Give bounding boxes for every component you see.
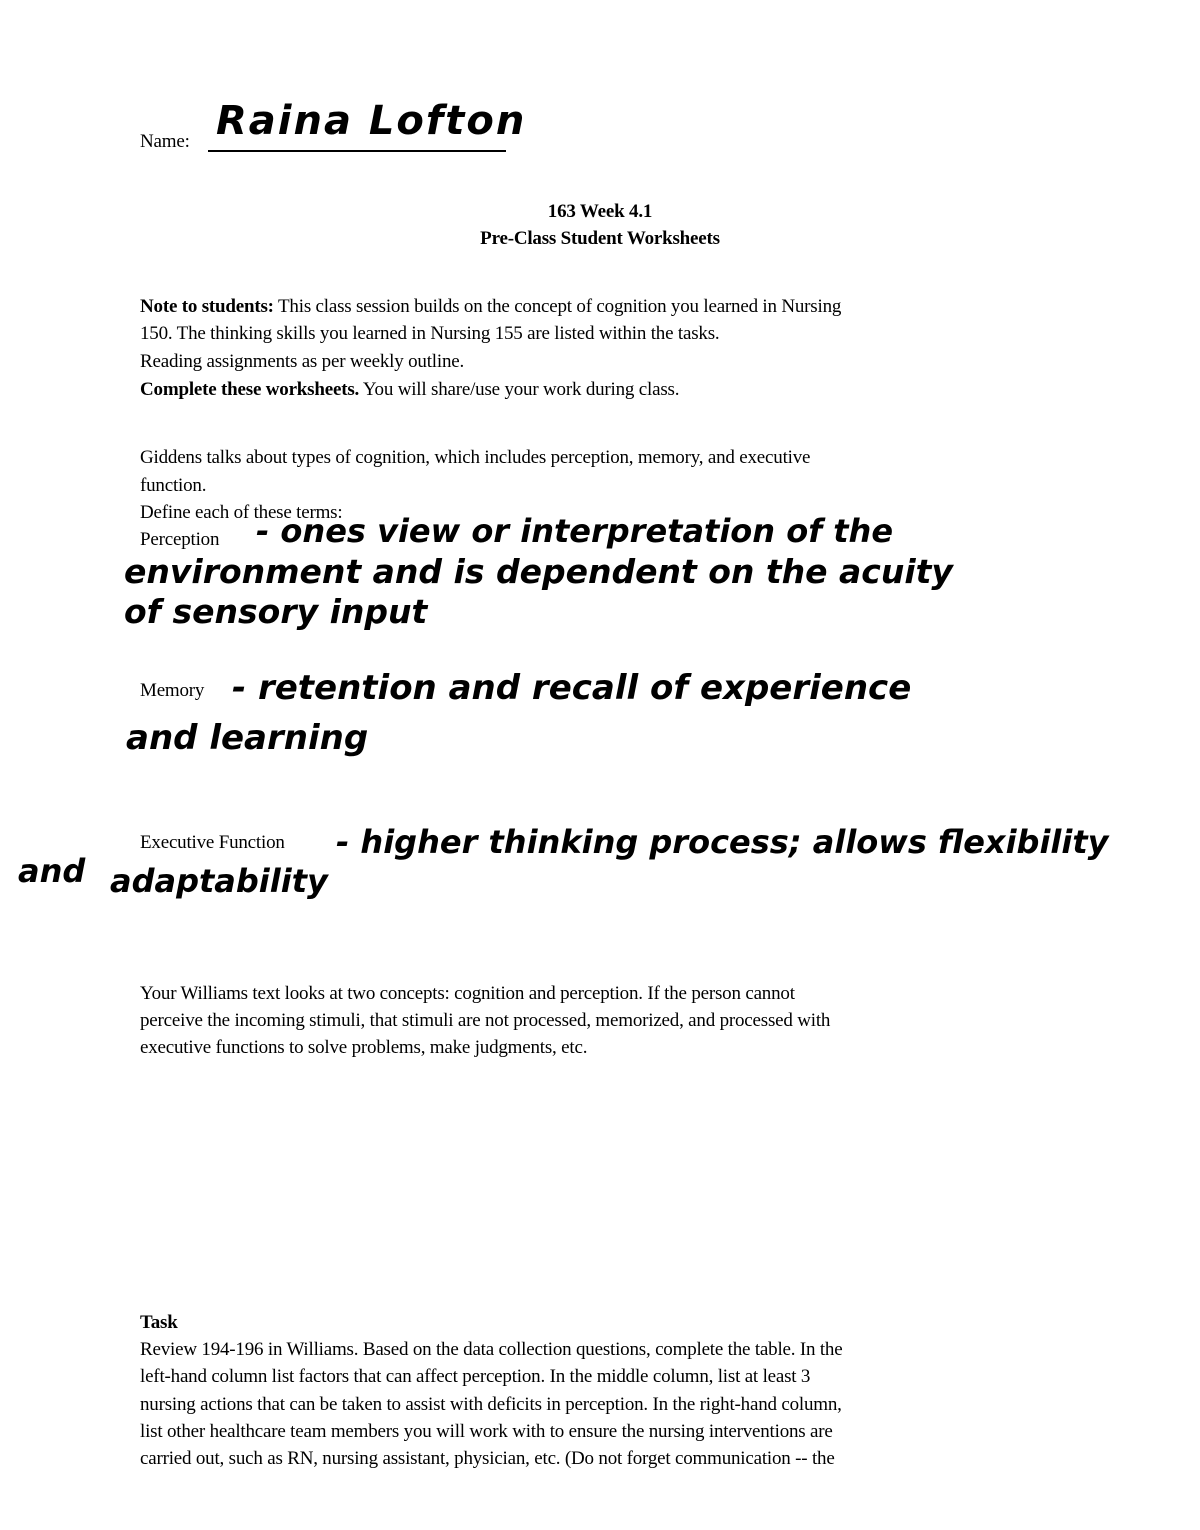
giddens-line-1: Giddens talks about types of cognition, which includes perception, memory, and executive <box>140 447 811 468</box>
note-text-1: This class session builds on the concept of cognition you learned in Nursing <box>278 296 842 317</box>
memory-answer-1: - retention and recall of experience <box>232 668 912 708</box>
executive-answer-1: - higher thinking process; allows flexibility <box>336 823 1109 861</box>
page-subtitle: Pre-Class Student Worksheets <box>480 228 720 249</box>
note-line-2: 150. The thinking skills you learned in Nursing 155 are listed within the tasks. <box>140 323 720 344</box>
memory-label: Memory <box>140 680 205 701</box>
perception-label: Perception <box>140 529 220 550</box>
williams-line-1: Your Williams text looks at two concepts: cognition and perception. If the person cannot <box>140 983 795 1004</box>
executive-label: Executive Function <box>140 832 285 853</box>
task-line-5: carried out, such as RN, nursing assistant, physician, etc. (Do not forget communication -- the <box>140 1448 835 1469</box>
task-line-4: list other healthcare team members you will work with to ensure the nursing interventions are <box>140 1421 833 1442</box>
perception-answer-1: - ones view or interpretation of the <box>256 512 894 550</box>
perception-answer-3: of sensory input <box>124 592 428 631</box>
task-line-2: left-hand column list factors that can affect perception. In the middle column, list at least 3 <box>140 1366 811 1387</box>
note-label: Note to students: <box>140 296 274 317</box>
executive-answer-2: adaptability <box>110 862 328 900</box>
note-line-1 <box>140 293 841 320</box>
task-heading: Task <box>140 1312 178 1333</box>
task-line-3: nursing actions that can be taken to assist with deficits in perception. In the right-hand column, <box>140 1394 842 1415</box>
memory-answer-2: and learning <box>126 718 369 758</box>
name-signature: Raina Lofton <box>216 98 527 144</box>
williams-line-3: executive functions to solve problems, make judgments, etc. <box>140 1037 588 1058</box>
note-text-4: You will share/use your work during class. <box>362 379 680 400</box>
williams-line-2: perceive the incoming stimuli, that stimuli are not processed, memorized, and processed with <box>140 1010 831 1031</box>
page-title: 163 Week 4.1 <box>547 201 653 222</box>
name-label: Name: <box>140 131 190 152</box>
giddens-line-2: function. <box>140 475 207 496</box>
note-line-3: Reading assignments as per weekly outline. <box>140 351 465 372</box>
perception-answer-2: environment and is dependent on the acuity <box>124 552 953 591</box>
giddens-line-3: Define each of these terms: <box>140 502 343 523</box>
note-line-4 <box>140 376 679 403</box>
task-line-1: Review 194-196 in Williams. Based on the data collection questions, complete the table. In the <box>140 1339 843 1360</box>
note-instruction: Complete these worksheets. <box>140 379 360 400</box>
name-underline <box>208 150 506 152</box>
executive-answer-2-left: and <box>18 852 86 890</box>
